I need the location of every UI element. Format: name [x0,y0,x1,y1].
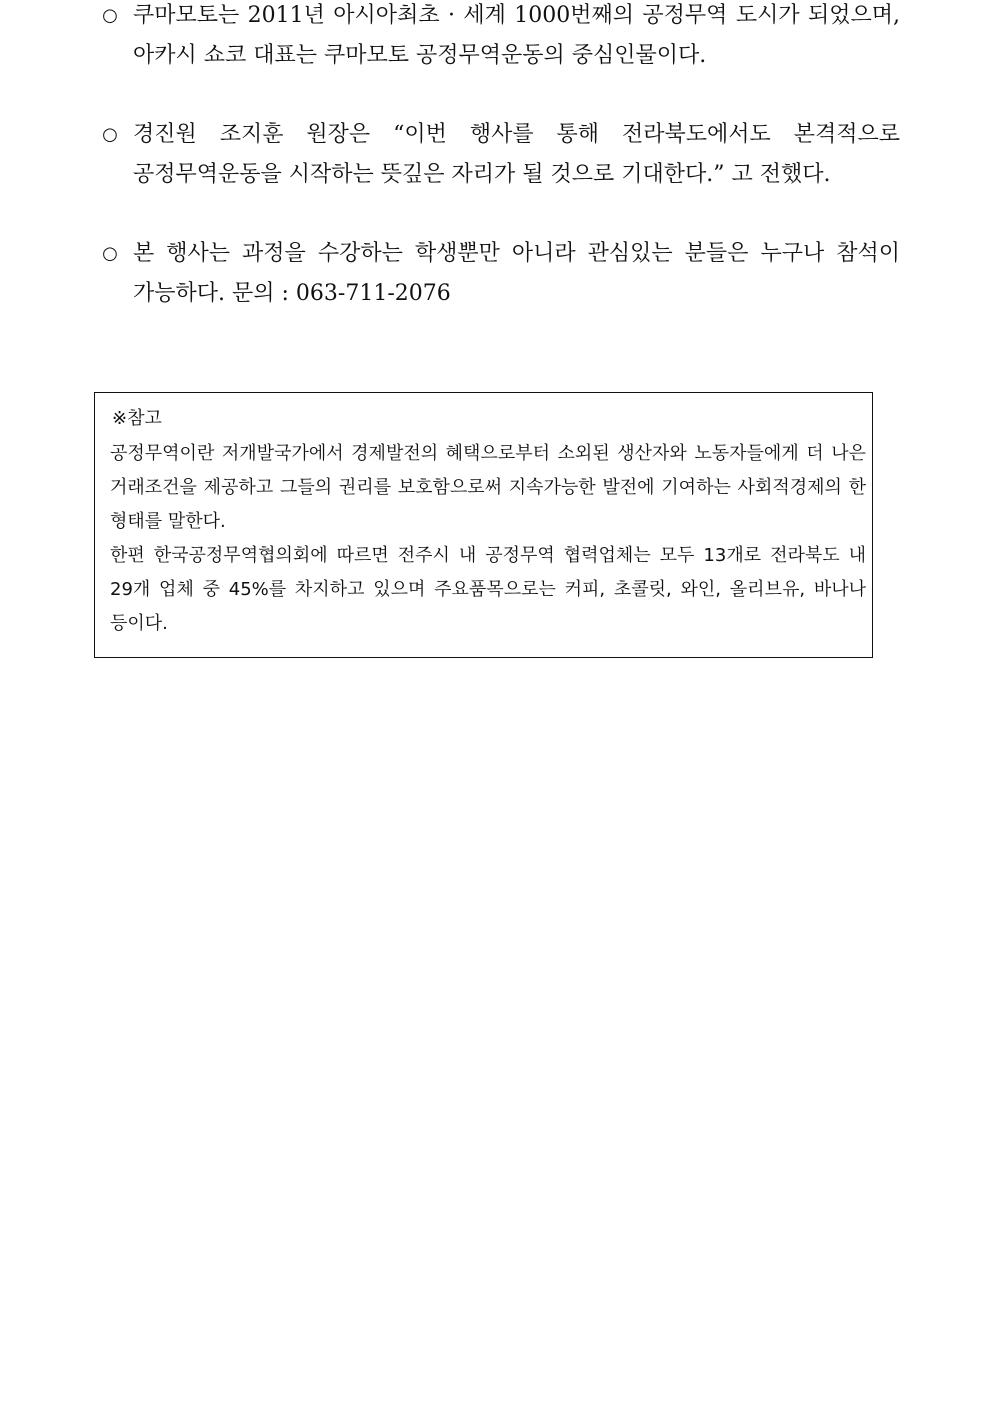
bullet-text: 경진원 조지훈 원장은 “이번 행사를 통해 전라북도에서도 본격적으로 공정무역운동을 시작하는 뜻깊은 자리가 될 것으로 기대한다.” 고 전했다. [133,122,900,187]
note-paragraph-statistics: 한편 한국공정무역협의회에 따르면 전주시 내 공정무역 협력업체는 모두 13개로 전라북도 내 29개 업체 중 45%를 차지하고 있으며 주요품목으로는 커피, 초콜릿, 와인, 올리브유, 바나나 등이다. [110,545,866,634]
bullet-list [100,0,900,353]
circle-bullet-icon: ○ [102,5,118,26]
bullet-text: 쿠마모토는 2011년 아시아최초 · 세계 1000번째의 공정무역 도시가 되었으며, 아카시 쇼코 대표는 쿠마모토 공정무역운동의 중심인물이다. [133,3,900,68]
circle-bullet-icon: ○ [102,124,118,145]
bullet-text: 본 행사는 과정을 수강하는 학생뿐만 아니라 관심있는 분들은 누구나 참석이 가능하다. 문의 : 063-711-2076 [133,241,900,306]
note-paragraph-definition: 공정무역이란 저개발국가에서 경제발전의 혜택으로부터 소외된 생산자와 노동자들에게 더 나은 거래조건을 제공하고 그들의 권리를 보호함으로써 지속가능한 발전에 기여하는 사회적경제의 한 형태를 말한다. [110,443,866,532]
bullet-item-director-quote [100,115,900,195]
note-title: ※참고 [112,408,162,429]
bullet-item-attendance-inquiry [100,234,900,314]
reference-note-box [94,392,873,658]
bullet-item-kumamoto [100,0,900,76]
circle-bullet-icon: ○ [102,243,118,264]
